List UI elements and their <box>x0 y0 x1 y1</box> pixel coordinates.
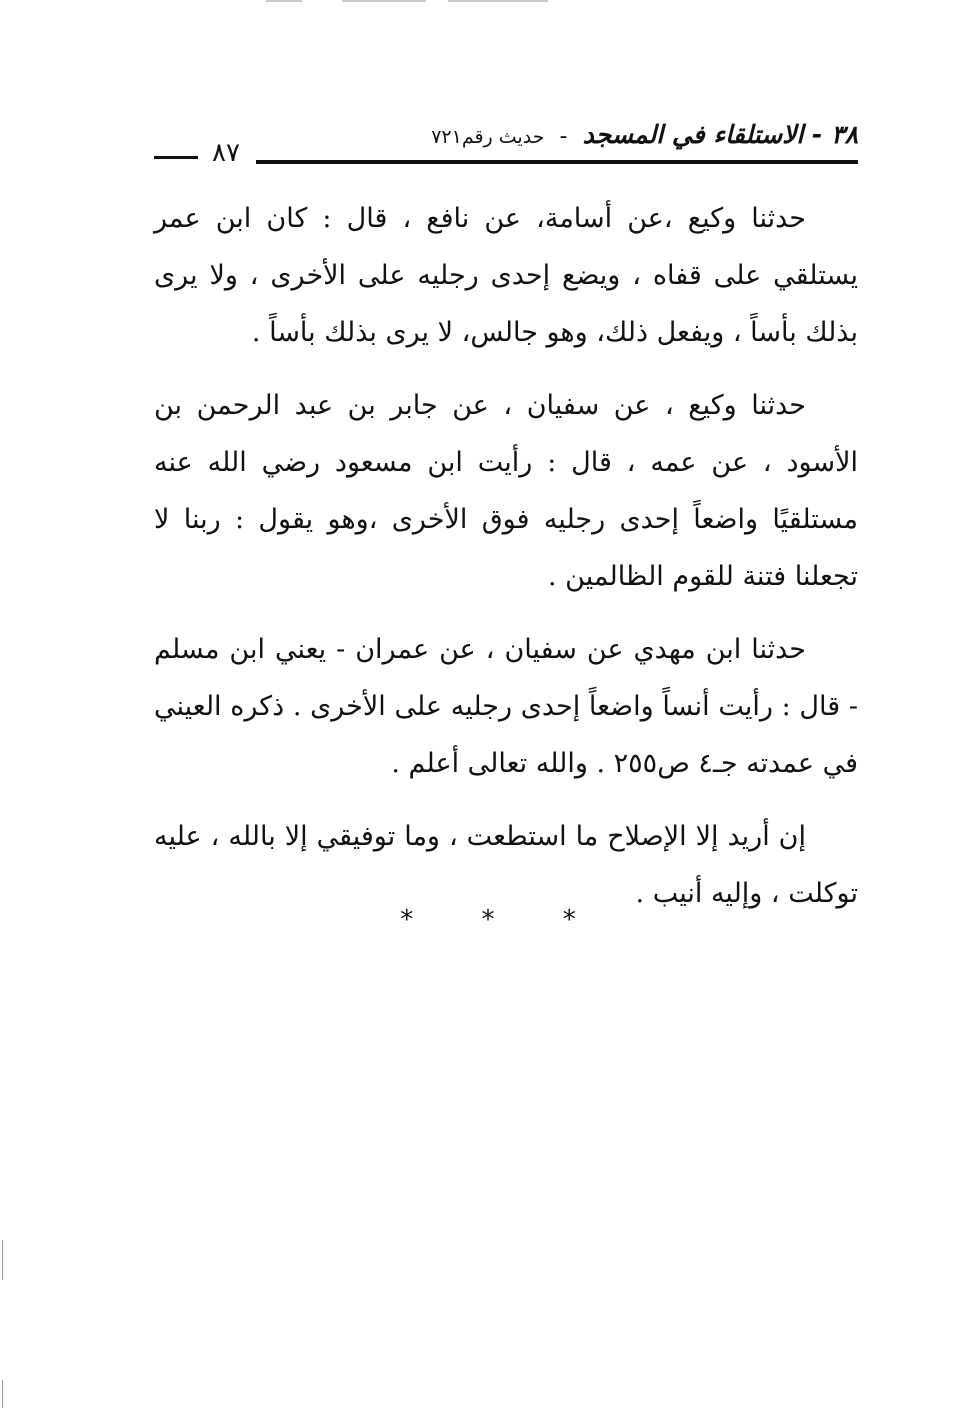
paragraph-text: إن أريد إلا الإصلاح ما استطعت ، وما توفيقي إلا بالله ، عليه توكلت ، وإليه أنيب . <box>154 821 858 909</box>
section-end-stars: * * * <box>400 905 606 935</box>
page-number-dash <box>154 156 198 159</box>
paragraph-text: حدثنا وكيع ، عن سفيان ، عن جابر بن عبد الرحمن بن الأسود ، عن عمه ، قال : رأيت ابن مسعود رضي الله عنه مستلقيًا واضعاً إحدى رجليه فوق الأخرى ،وهو يقول : ربنا لا تجعلنا فتنة للقوم الظالمين . <box>154 390 858 592</box>
body-text <box>154 190 858 938</box>
scan-edge-line <box>448 0 548 2</box>
paragraph <box>154 621 858 792</box>
title-separator: - <box>559 124 568 149</box>
header-rule <box>256 160 858 164</box>
paragraph-text: حدثنا ابن مهدي عن سفيان ، عن عمران - يعني ابن مسلم - قال : رأيت أنساً واضعاً إحدى رجليه على الأخرى . ذكره العيني في عمدته جـ٤ ص٢٥٥ . والله تعالى أعلم . <box>154 634 858 779</box>
scan-edge-line <box>266 0 302 2</box>
chapter-title: ٣٨ - الاستلقاء في المسجد <box>582 120 858 149</box>
page-number: ٨٧ <box>212 138 240 168</box>
page-header <box>154 120 858 176</box>
running-title <box>431 120 858 149</box>
hadith-number: حديث رقم٧٢١ <box>431 126 545 148</box>
scan-margin-mark <box>2 1380 3 1408</box>
paragraph <box>154 377 858 605</box>
scan-edge-line <box>342 0 426 2</box>
scan-margin-mark <box>2 1240 3 1280</box>
paragraph-text: حدثنا وكيع ،عن أسامة، عن نافع ، قال : كان ابن عمر يستلقي على قفاه ، ويضع إحدى رجليه على الأخرى ، ولا يرى بذلك بأساً ، ويفعل ذلك، وهو جالس، لا يرى بذلك بأساً . <box>154 203 858 348</box>
paragraph <box>154 190 858 361</box>
